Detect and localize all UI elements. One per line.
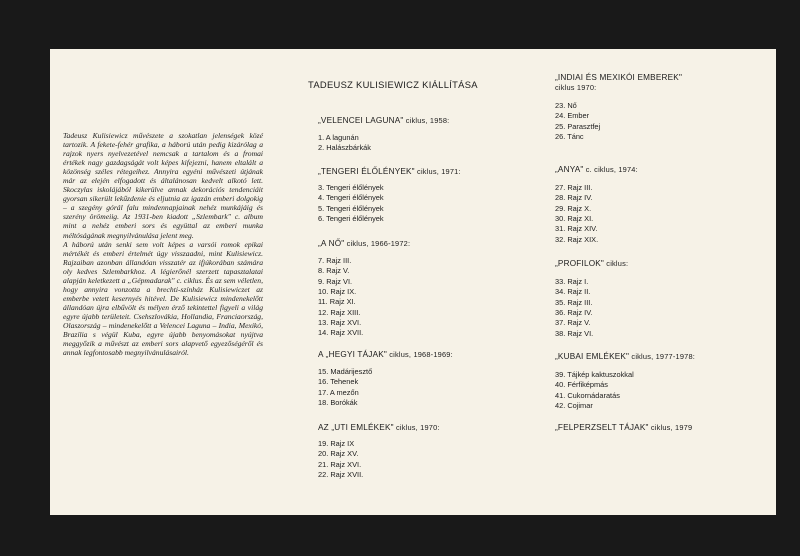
artwork-list-item: 2. Halászbárkák: [318, 143, 371, 153]
intro-paragraph-2: A háború után senki sem volt képes a varsói romok epikai mértékét és emberi értelmét úgy visszaadni, mint Kulisiewicz. Rajzaiban azonban állandóan visszatér az ifjúkorában számára oly kedves Szlembarkhoz. A légierőnél szerzett tapasztalatai alapján keletkezett a „Gépmadarak" c. ciklus. És az sem véletlen, hogy annyira vonzotta a brechti-színház Kulisiewiczet az emberbe vetett kesernyés hitével. De Kulisiewicz mindenekelőtt állandóan újra elbűvölt és mélyen érző tekintettel figyeli a világ egyre újabb területeit. Csehszlovákia, Hollandia, Franciaország, Olaszország – mindenekelőtt a Velencei Laguna – India, Mexikó, Brazília s végül Kuba, egyre újabb benyomásokat nyújtva meggyőzik a művészt az emberi sors alapvető egyezőségéről és annak legfontosabb megnyilvánulásairól.: [63, 239, 263, 358]
artwork-list-item: 34. Rajz II.: [555, 287, 591, 297]
right-cycle-heading: [555, 423, 692, 432]
artwork-list-item: 8. Rajz V.: [318, 266, 350, 276]
cycle-title: „ANYA": [555, 165, 584, 174]
cycle-suffix: ciklus 1970:: [555, 83, 597, 92]
artwork-list-item: 20. Rajz XV.: [318, 449, 359, 459]
artwork-list-item: 19. Rajz IX: [318, 439, 355, 448]
artwork-list-item: 33. Rajz I.: [555, 277, 589, 286]
artwork-list-item: 37. Rajz V.: [555, 318, 591, 328]
artwork-list-item: 12. Rajz XIII.: [318, 307, 361, 317]
middle-cycle-heading: [318, 167, 461, 176]
artwork-list-item: 4. Tengeri élőlények: [318, 193, 384, 203]
cycle-title: „A NŐ": [318, 239, 345, 248]
artwork-list-item: 28. Rajz IV.: [555, 193, 593, 203]
cycle-suffix: ciklus, 1968-1969:: [387, 350, 453, 359]
artwork-list-item: 41. Cukornádaratás: [555, 390, 620, 400]
artwork-list-item: 36. Rajz IV.: [555, 307, 593, 317]
middle-cycle-heading: [318, 423, 440, 432]
middle-cycle-heading: [318, 116, 449, 125]
artwork-list-item: 39. Tájkép kaktuszokkal: [555, 370, 634, 379]
right-cycle-heading: [555, 165, 638, 174]
artwork-list-item: 24. Ember: [555, 111, 590, 121]
catalog-sheet: [50, 49, 776, 515]
artwork-list-item: 35. Rajz III.: [555, 297, 593, 307]
middle-cycle-heading: [318, 350, 453, 359]
artwork-list-item: 3. Tengeri élőlények: [318, 183, 384, 192]
artwork-list-item: 10. Rajz IX.: [318, 286, 357, 296]
cycle-title: „TENGERI ÉLŐLÉNYEK": [318, 167, 415, 176]
artwork-list-item: 29. Rajz X.: [555, 203, 592, 213]
intro-text: [63, 131, 263, 357]
artwork-list-item: 16. Tehenek: [318, 377, 359, 387]
cycle-title: „FELPERZSELT TÁJAK": [555, 423, 649, 432]
artwork-list-item: 32. Rajz XIX.: [555, 234, 599, 244]
artwork-list-item: 42. Cojimar: [555, 400, 593, 410]
artwork-list-item: 14. Rajz XVII.: [318, 328, 364, 338]
artwork-list-item: 30. Rajz XI.: [555, 213, 594, 223]
cycle-suffix: ciklus, 1971:: [414, 167, 461, 176]
artwork-list-item: 21. Rajz XVI.: [318, 459, 362, 469]
middle-cycle-heading: [318, 239, 410, 248]
artwork-list-item: 27. Rajz III.: [555, 183, 593, 192]
artwork-list-item: 22. Rajz XVII.: [318, 469, 364, 479]
cycle-title: „VELENCEI LAGUNA": [318, 116, 404, 125]
cycle-title: „PROFILOK": [555, 259, 605, 268]
artwork-list-item: 11. Rajz XI.: [318, 297, 356, 307]
right-cycle-heading: [555, 352, 695, 361]
artwork-list-item: 23. Nő: [555, 101, 577, 110]
artwork-list-item: 38. Rajz VI.: [555, 328, 594, 338]
intro-paragraph-1: Tadeusz Kulisiewicz művészete a szokatlan jelenségek közé tartozik. A fekete-fehér grafika, a háború után pedig kizárólag a rajzok nyers nyelvezetével nemcsak a tartalom és a fromai értékek nagy gazdagságát volt képes kifejezni, hanem eltalált a közönség széles rétegeihez. Annyira egyéni művészeti útjának már az elején elfogadott és általánosan kedvelt alkotó lett. Skoczylas iskolájából kikerülve annak dekorációs tendenciáit gyorsan sikerült lekűzdenie és eljutnia az igazán emberi dolgokig – a szegény górál falu mindennapjainak nehéz munkájáig és szerény örömeiig. Az 1931-ben kiadott „Szlembark" c. album mint a nehéz emberi sors és együttal az emberi munka méltóságának megnyilvánulása jelent meg.: [63, 131, 263, 240]
cycle-title: „KUBAI EMLÉKEK": [555, 352, 630, 361]
right-cycle-heading: [555, 259, 628, 268]
artwork-list-item: 18. Borókák: [318, 397, 358, 407]
artwork-list-item: 40. Férfiképmás: [555, 380, 608, 390]
page-title: TADEUSZ KULISIEWICZ KIÁLLÍTÁSA: [308, 79, 478, 90]
artwork-list-item: 31. Rajz XIV.: [555, 224, 598, 234]
cycle-suffix: ciklus, 1970:: [393, 423, 440, 432]
artwork-list-item: 7. Rajz III.: [318, 256, 352, 265]
artwork-list-item: 13. Rajz XVI.: [318, 317, 362, 327]
artwork-list-item: 9. Rajz VI.: [318, 276, 353, 286]
cycle-suffix: c. ciklus, 1974:: [583, 165, 638, 174]
cycle-title: A „HEGYI TÁJAK": [318, 350, 387, 359]
cycle-suffix: ciklus, 1966-1972:: [344, 239, 411, 248]
artwork-list-item: 15. Madárijesztő: [318, 367, 373, 376]
artwork-list-item: 5. Tengeri élőlények: [318, 203, 384, 213]
cycle-title: AZ „UTI EMLÉKEK": [318, 423, 394, 432]
artwork-list-item: 17. A mezőn: [318, 387, 359, 397]
cycle-suffix: ciklus, 1977-1978:: [629, 352, 696, 361]
artwork-list-item: 1. A lagunán: [318, 133, 359, 142]
cycle-suffix: ciklus, 1958:: [403, 116, 450, 125]
right-cycle-heading: [555, 73, 682, 92]
cycle-suffix: ciklus:: [604, 259, 629, 268]
artwork-list-item: 6. Tengeri élőlények: [318, 213, 384, 223]
cycle-suffix: ciklus, 1979: [648, 423, 693, 432]
cycle-title: „INDIAI ÉS MEXIKÓI EMBEREK": [555, 73, 683, 82]
artwork-list-item: 26. Tánc: [555, 131, 584, 141]
artwork-list-item: 25. Parasztfej: [555, 121, 601, 131]
